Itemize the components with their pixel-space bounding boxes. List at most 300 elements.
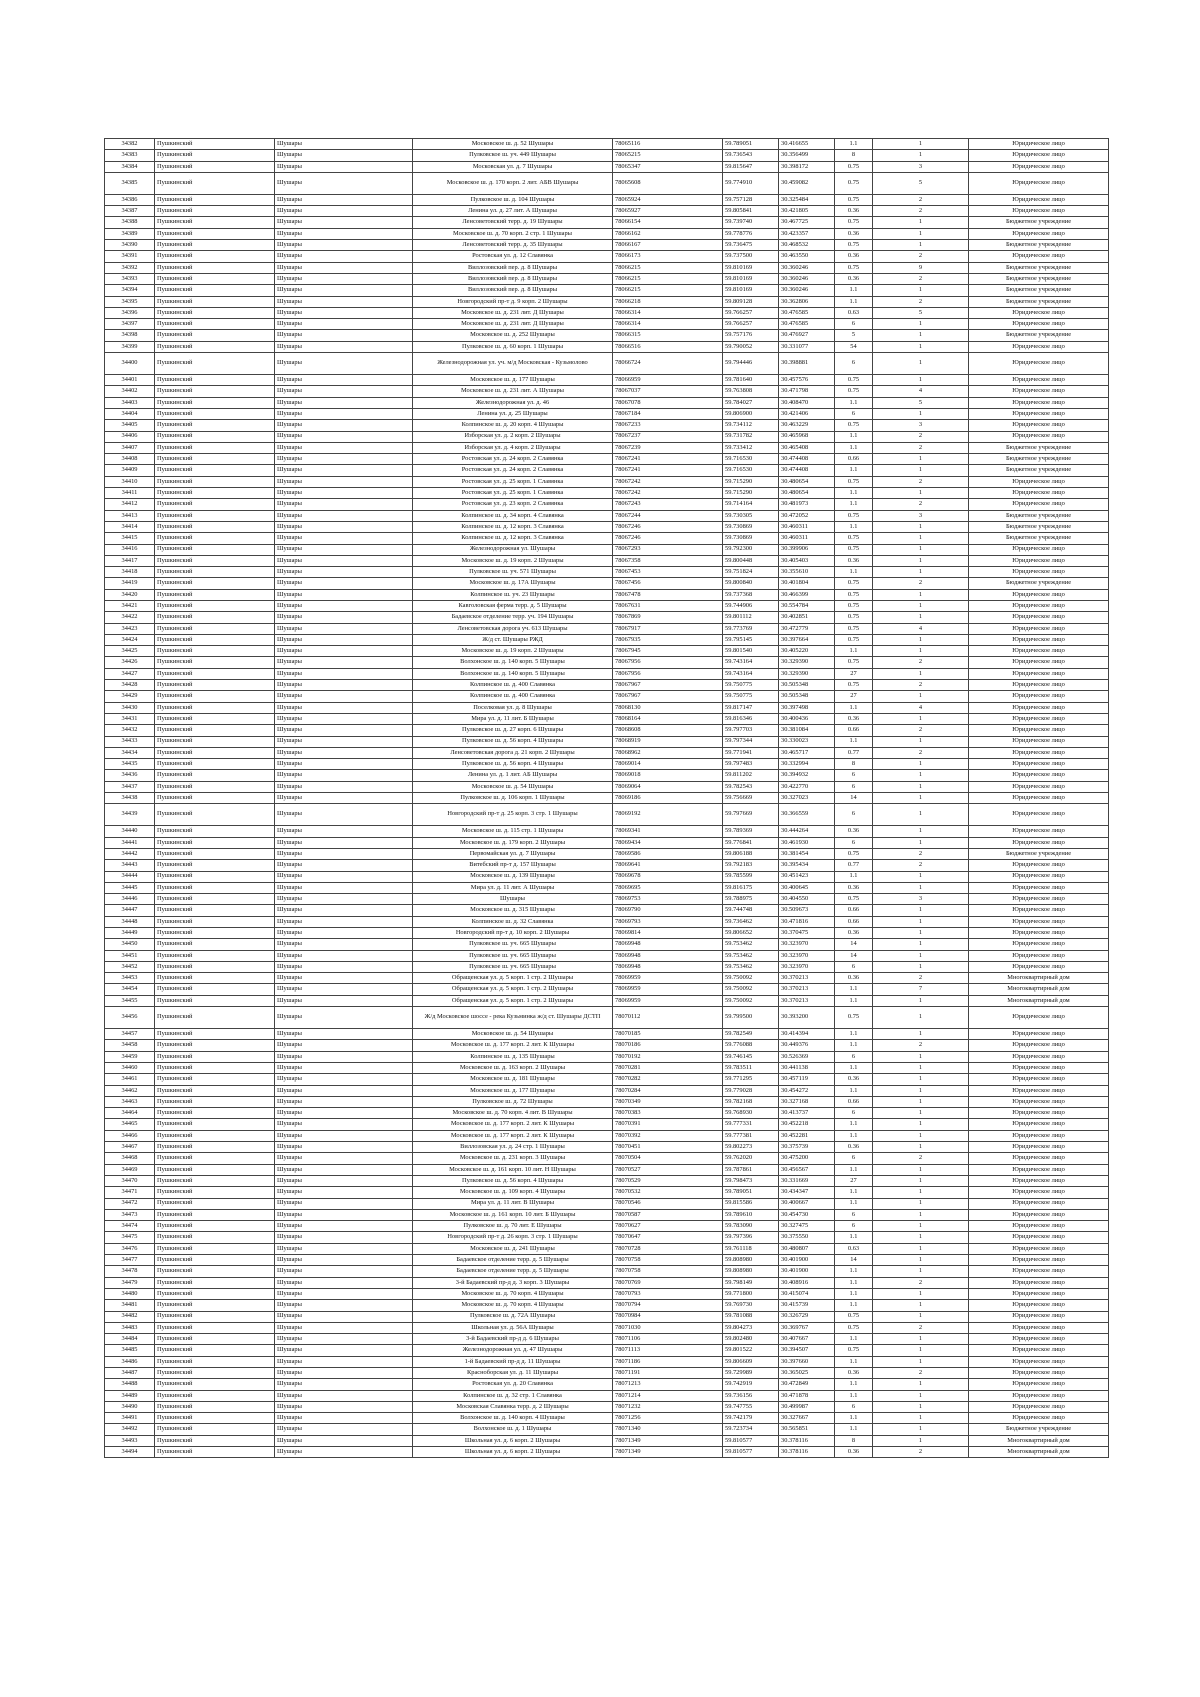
code-cell: 78070647 [613, 1232, 723, 1243]
row-number: 34390 [105, 240, 155, 251]
category-cell: Юридическое лицо [969, 1187, 1109, 1198]
row-number: 34408 [105, 454, 155, 465]
address-cell: 3-й Бадаевский пр-д д. 3 корп. 3 Шушары [413, 1277, 613, 1288]
district-cell: Пушкинский [155, 465, 275, 476]
row-number: 34421 [105, 600, 155, 611]
longitude-cell: 30.463229 [779, 420, 835, 431]
district-cell: Пушкинский [155, 194, 275, 205]
settlement-cell: Шушары [275, 612, 413, 623]
table-row [105, 1187, 1109, 1198]
row-number: 34412 [105, 499, 155, 510]
category-cell: Юридическое лицо [969, 341, 1109, 352]
settlement-cell: Шушары [275, 691, 413, 702]
table-row [105, 1051, 1109, 1062]
district-cell: Пушкинский [155, 860, 275, 871]
longitude-cell: 30.452281 [779, 1130, 835, 1141]
coefficient-cell: 1.1 [835, 1390, 873, 1401]
code-cell: 78069678 [613, 871, 723, 882]
table-row [105, 533, 1109, 544]
latitude-cell: 59.766257 [723, 307, 779, 318]
row-number: 34391 [105, 251, 155, 262]
longitude-cell: 30.416655 [779, 139, 835, 150]
category-cell: Юридическое лицо [969, 408, 1109, 419]
coefficient-cell: 6 [835, 1209, 873, 1220]
settlement-cell: Шушары [275, 916, 413, 927]
code-cell: 78066215 [613, 285, 723, 296]
code-cell: 78069192 [613, 804, 723, 826]
code-cell: 78068164 [613, 713, 723, 724]
settlement-cell: Шушары [275, 1198, 413, 1209]
row-number: 34384 [105, 161, 155, 172]
longitude-cell: 30.323970 [779, 939, 835, 950]
district-cell: Пушкинский [155, 228, 275, 239]
district-cell: Пушкинский [155, 984, 275, 995]
code-cell: 78070984 [613, 1311, 723, 1322]
table-row [105, 725, 1109, 736]
settlement-cell: Шушары [275, 408, 413, 419]
count-cell: 1 [873, 1051, 969, 1062]
latitude-cell: 59.808980 [723, 1266, 779, 1277]
table-row [105, 499, 1109, 510]
latitude-cell: 59.806188 [723, 848, 779, 859]
coefficient-cell: 1.1 [835, 488, 873, 499]
address-cell: Московское ш. д. 109 корп. 4 Шушары [413, 1187, 613, 1198]
code-cell: 78065927 [613, 206, 723, 217]
settlement-cell: Шушары [275, 804, 413, 826]
latitude-cell: 59.731782 [723, 431, 779, 442]
count-cell: 1 [873, 1221, 969, 1232]
table-row [105, 319, 1109, 330]
address-cell: Мира ул. д. 11 лит. А Шушары [413, 882, 613, 893]
coefficient-cell: 0.75 [835, 386, 873, 397]
table-row [105, 1119, 1109, 1130]
coefficient-cell: 0.36 [835, 973, 873, 984]
table-row [105, 1232, 1109, 1243]
latitude-cell: 59.750775 [723, 680, 779, 691]
address-cell: Московское ш. д. 177 корп. 2 лит. К Шушары [413, 1130, 613, 1141]
coefficient-cell: 0.75 [835, 420, 873, 431]
coefficient-cell: 0.36 [835, 928, 873, 939]
count-cell: 1 [873, 793, 969, 804]
district-cell: Пушкинский [155, 476, 275, 487]
longitude-cell: 30.465717 [779, 747, 835, 758]
settlement-cell: Шушары [275, 646, 413, 657]
longitude-cell: 30.370213 [779, 995, 835, 1006]
longitude-cell: 30.332994 [779, 759, 835, 770]
settlement-cell: Шушары [275, 1266, 413, 1277]
table-row [105, 1153, 1109, 1164]
count-cell: 1 [873, 454, 969, 465]
row-number: 34469 [105, 1164, 155, 1175]
address-cell: Московское ш. д. 315 Шушары [413, 905, 613, 916]
count-cell: 1 [873, 217, 969, 228]
address-cell: Колпинское ш. уч. 23 Шушары [413, 589, 613, 600]
settlement-cell: Шушары [275, 273, 413, 284]
count-cell: 1 [873, 533, 969, 544]
code-cell: 78065608 [613, 172, 723, 194]
count-cell: 2 [873, 680, 969, 691]
row-number: 34456 [105, 1007, 155, 1029]
latitude-cell: 59.801112 [723, 612, 779, 623]
count-cell: 1 [873, 1142, 969, 1153]
latitude-cell: 59.794446 [723, 353, 779, 375]
table-row [105, 882, 1109, 893]
row-number: 34473 [105, 1209, 155, 1220]
table-row [105, 589, 1109, 600]
table-row [105, 1096, 1109, 1107]
table-row [105, 623, 1109, 634]
count-cell: 1 [873, 1390, 969, 1401]
longitude-cell: 30.330023 [779, 736, 835, 747]
address-cell: Волхонское ш. д. 140 корп. 4 Шушары [413, 1413, 613, 1424]
district-cell: Пушкинский [155, 1322, 275, 1333]
district-cell: Пушкинский [155, 1153, 275, 1164]
coefficient-cell: 1.1 [835, 984, 873, 995]
settlement-cell: Шушары [275, 1164, 413, 1175]
address-cell: Изборская ул. д. 2 корп. 2 Шушары [413, 431, 613, 442]
address-cell: Ленсоветовская дорога д. 21 корп. 2 Шушары [413, 747, 613, 758]
table-row [105, 397, 1109, 408]
category-cell: Юридическое лицо [969, 1266, 1109, 1277]
category-cell: Юридическое лицо [969, 1175, 1109, 1186]
longitude-cell: 30.323970 [779, 961, 835, 972]
longitude-cell: 30.326729 [779, 1311, 835, 1322]
count-cell: 1 [873, 781, 969, 792]
district-cell: Пушкинский [155, 600, 275, 611]
address-cell: Московское ш. д. 19 корп. 2 Шушары [413, 555, 613, 566]
code-cell: 78070451 [613, 1142, 723, 1153]
coefficient-cell: 0.36 [835, 206, 873, 217]
row-number: 34392 [105, 262, 155, 273]
district-cell: Пушкинский [155, 353, 275, 375]
code-cell: 78070529 [613, 1175, 723, 1186]
settlement-cell: Шушары [275, 882, 413, 893]
settlement-cell: Шушары [275, 589, 413, 600]
coefficient-cell: 0.75 [835, 612, 873, 623]
count-cell: 1 [873, 1356, 969, 1367]
code-cell: 78067239 [613, 442, 723, 453]
settlement-cell: Шушары [275, 296, 413, 307]
coefficient-cell: 0.66 [835, 905, 873, 916]
table-row [105, 420, 1109, 431]
address-cell: Пулковское ш. уч. 665 Шушары [413, 961, 613, 972]
latitude-cell: 59.806900 [723, 408, 779, 419]
coefficient-cell: 1.1 [835, 736, 873, 747]
code-cell: 78069434 [613, 837, 723, 848]
count-cell: 1 [873, 228, 969, 239]
code-cell: 78067956 [613, 668, 723, 679]
district-cell: Пушкинский [155, 408, 275, 419]
count-cell: 1 [873, 939, 969, 950]
code-cell: 78070391 [613, 1119, 723, 1130]
coefficient-cell: 0.77 [835, 747, 873, 758]
category-cell: Юридическое лицо [969, 668, 1109, 679]
settlement-cell: Шушары [275, 240, 413, 251]
code-cell: 78067233 [613, 420, 723, 431]
row-number: 34389 [105, 228, 155, 239]
coefficient-cell: 1.1 [835, 1266, 873, 1277]
longitude-cell: 30.325484 [779, 194, 835, 205]
settlement-cell: Шушары [275, 1153, 413, 1164]
settlement-cell: Шушары [275, 544, 413, 555]
coefficient-cell: 0.75 [835, 657, 873, 668]
table-row [105, 837, 1109, 848]
code-cell: 78071106 [613, 1334, 723, 1345]
longitude-cell: 30.405220 [779, 646, 835, 657]
latitude-cell: 59.747755 [723, 1401, 779, 1412]
district-cell: Пушкинский [155, 319, 275, 330]
address-cell: Московская ул. д. 7 Шушары [413, 161, 613, 172]
district-cell: Пушкинский [155, 510, 275, 521]
address-cell: Ленсоветовский терр. д. 19 Шушары [413, 217, 613, 228]
row-number: 34460 [105, 1062, 155, 1073]
row-number: 34486 [105, 1356, 155, 1367]
latitude-cell: 59.787861 [723, 1164, 779, 1175]
category-cell: Юридическое лицо [969, 1209, 1109, 1220]
code-cell: 78066167 [613, 240, 723, 251]
longitude-cell: 30.509673 [779, 905, 835, 916]
code-cell: 78067967 [613, 691, 723, 702]
settlement-cell: Шушары [275, 950, 413, 961]
latitude-cell: 59.750092 [723, 995, 779, 1006]
district-cell: Пушкинский [155, 555, 275, 566]
category-cell: Юридическое лицо [969, 871, 1109, 882]
address-cell: Московское ш. д. 70 корп. 4 Шушары [413, 1288, 613, 1299]
table-row [105, 646, 1109, 657]
code-cell: 78070185 [613, 1029, 723, 1040]
coefficient-cell: 6 [835, 781, 873, 792]
latitude-cell: 59.753462 [723, 939, 779, 950]
table-row [105, 961, 1109, 972]
table-row [105, 567, 1109, 578]
table-row [105, 1424, 1109, 1435]
row-number: 34386 [105, 194, 155, 205]
row-number: 34418 [105, 567, 155, 578]
address-cell: Ленина ул. д. 27 лит. А Шушары [413, 206, 613, 217]
longitude-cell: 30.454730 [779, 1209, 835, 1220]
category-cell: Юридическое лицо [969, 1062, 1109, 1073]
longitude-cell: 30.465968 [779, 431, 835, 442]
coefficient-cell: 0.75 [835, 533, 873, 544]
settlement-cell: Шушары [275, 905, 413, 916]
code-cell: 78070627 [613, 1221, 723, 1232]
settlement-cell: Шушары [275, 1379, 413, 1390]
count-cell: 1 [873, 375, 969, 386]
district-cell: Пушкинский [155, 1085, 275, 1096]
district-cell: Пушкинский [155, 330, 275, 341]
longitude-cell: 30.423357 [779, 228, 835, 239]
latitude-cell: 59.790052 [723, 341, 779, 352]
category-cell: Юридическое лицо [969, 1345, 1109, 1356]
district-cell: Пушкинский [155, 928, 275, 939]
table-row [105, 747, 1109, 758]
settlement-cell: Шушары [275, 770, 413, 781]
longitude-cell: 30.360246 [779, 273, 835, 284]
address-cell: Новгородский пр-т д. 10 корп. 2 Шушары [413, 928, 613, 939]
category-cell: Юридическое лицо [969, 397, 1109, 408]
latitude-cell: 59.811202 [723, 770, 779, 781]
latitude-cell: 59.734112 [723, 420, 779, 431]
row-number: 34465 [105, 1119, 155, 1130]
table-row [105, 848, 1109, 859]
table-row [105, 894, 1109, 905]
settlement-cell: Шушары [275, 702, 413, 713]
settlement-cell: Шушары [275, 747, 413, 758]
district-cell: Пушкинский [155, 1356, 275, 1367]
coefficient-cell: 6 [835, 319, 873, 330]
district-cell: Пушкинский [155, 702, 275, 713]
longitude-cell: 30.381084 [779, 725, 835, 736]
settlement-cell: Шушары [275, 1130, 413, 1141]
settlement-cell: Шушары [275, 713, 413, 724]
count-cell: 2 [873, 442, 969, 453]
latitude-cell: 59.716530 [723, 454, 779, 465]
row-number: 34430 [105, 702, 155, 713]
count-cell: 1 [873, 1209, 969, 1220]
table-row [105, 1322, 1109, 1333]
table-row [105, 1108, 1109, 1119]
coefficient-cell: 0.36 [835, 273, 873, 284]
district-cell: Пушкинский [155, 161, 275, 172]
district-cell: Пушкинский [155, 882, 275, 893]
row-number: 34388 [105, 217, 155, 228]
longitude-cell: 30.505348 [779, 680, 835, 691]
district-cell: Пушкинский [155, 1108, 275, 1119]
settlement-cell: Шушары [275, 533, 413, 544]
longitude-cell: 30.381454 [779, 848, 835, 859]
latitude-cell: 59.737368 [723, 589, 779, 600]
coefficient-cell: 0.75 [835, 510, 873, 521]
settlement-cell: Шушары [275, 984, 413, 995]
code-cell: 78069064 [613, 781, 723, 792]
longitude-cell: 30.499987 [779, 1401, 835, 1412]
address-cell: Московское ш. д. 231 лит. Д Шушары [413, 307, 613, 318]
latitude-cell: 59.769730 [723, 1300, 779, 1311]
address-cell: Московское ш. д. 161 корп. 10 лит. Б Шушары [413, 1209, 613, 1220]
row-number: 34411 [105, 488, 155, 499]
coefficient-cell: 0.75 [835, 894, 873, 905]
coefficient-cell: 6 [835, 353, 873, 375]
row-number: 34477 [105, 1255, 155, 1266]
coefficient-cell: 0.36 [835, 228, 873, 239]
row-number: 34452 [105, 961, 155, 972]
address-cell: Пулковское ш. д. 56 корп. 4 Шушары [413, 1175, 613, 1186]
count-cell: 2 [873, 1447, 969, 1458]
coefficient-cell: 1.1 [835, 1288, 873, 1299]
code-cell: 78067358 [613, 555, 723, 566]
district-cell: Пушкинский [155, 1029, 275, 1040]
table-row [105, 770, 1109, 781]
settlement-cell: Шушары [275, 736, 413, 747]
count-cell: 2 [873, 578, 969, 589]
district-cell: Пушкинский [155, 668, 275, 679]
table-body [105, 139, 1109, 1458]
latitude-cell: 59.810169 [723, 273, 779, 284]
category-cell: Юридическое лицо [969, 804, 1109, 826]
count-cell: 1 [873, 1413, 969, 1424]
address-cell: Колпинское ш. д. 12 корп. 3 Славянка [413, 533, 613, 544]
district-cell: Пушкинский [155, 420, 275, 431]
latitude-cell: 59.783090 [723, 1221, 779, 1232]
category-cell: Юридическое лицо [969, 1085, 1109, 1096]
table-row [105, 1198, 1109, 1209]
category-cell: Юридическое лицо [969, 375, 1109, 386]
row-number: 34382 [105, 139, 155, 150]
coefficient-cell: 6 [835, 1153, 873, 1164]
row-number: 34440 [105, 826, 155, 837]
latitude-cell: 59.797344 [723, 736, 779, 747]
count-cell: 1 [873, 995, 969, 1006]
count-cell: 1 [873, 600, 969, 611]
longitude-cell: 30.452218 [779, 1119, 835, 1130]
settlement-cell: Шушары [275, 1243, 413, 1254]
longitude-cell: 30.481973 [779, 499, 835, 510]
code-cell: 78067453 [613, 567, 723, 578]
coefficient-cell: 1.1 [835, 567, 873, 578]
settlement-cell: Шушары [275, 228, 413, 239]
settlement-cell: Шушары [275, 578, 413, 589]
settlement-cell: Шушары [275, 1300, 413, 1311]
longitude-cell: 30.360246 [779, 285, 835, 296]
district-cell: Пушкинский [155, 939, 275, 950]
settlement-cell: Шушары [275, 1232, 413, 1243]
row-number: 34387 [105, 206, 155, 217]
category-cell: Юридическое лицо [969, 646, 1109, 657]
latitude-cell: 59.771800 [723, 1288, 779, 1299]
code-cell: 78071186 [613, 1356, 723, 1367]
count-cell: 1 [873, 1232, 969, 1243]
latitude-cell: 59.723734 [723, 1424, 779, 1435]
coefficient-cell: 1.1 [835, 1232, 873, 1243]
category-cell: Юридическое лицо [969, 228, 1109, 239]
coefficient-cell: 1.1 [835, 1119, 873, 1130]
longitude-cell: 30.327023 [779, 793, 835, 804]
category-cell: Юридическое лицо [969, 431, 1109, 442]
row-number: 34492 [105, 1424, 155, 1435]
count-cell: 1 [873, 1187, 969, 1198]
code-cell: 78070758 [613, 1255, 723, 1266]
longitude-cell: 30.434347 [779, 1187, 835, 1198]
coefficient-cell: 1.1 [835, 1187, 873, 1198]
count-cell: 1 [873, 668, 969, 679]
category-cell: Юридическое лицо [969, 1164, 1109, 1175]
category-cell: Юридическое лицо [969, 736, 1109, 747]
count-cell: 1 [873, 1198, 969, 1209]
settlement-cell: Шушары [275, 510, 413, 521]
count-cell: 1 [873, 1108, 969, 1119]
address-cell: Бадаевское отделение терр. д. 5 Шушары [413, 1266, 613, 1277]
category-cell: Юридическое лицо [969, 150, 1109, 161]
district-cell: Пушкинский [155, 646, 275, 657]
row-number: 34489 [105, 1390, 155, 1401]
longitude-cell: 30.399906 [779, 544, 835, 555]
district-cell: Пушкинский [155, 680, 275, 691]
table-row [105, 454, 1109, 465]
longitude-cell: 30.476585 [779, 319, 835, 330]
row-number: 34400 [105, 353, 155, 375]
coefficient-cell: 1.1 [835, 1379, 873, 1390]
address-cell: Витебский пр-т д. 157 Шушары [413, 860, 613, 871]
address-cell: Московское ш. д. 70 корп. 4 Шушары [413, 1300, 613, 1311]
code-cell: 78067945 [613, 646, 723, 657]
table-row [105, 950, 1109, 961]
address-cell: Шушары [413, 894, 613, 905]
latitude-cell: 59.795145 [723, 634, 779, 645]
category-cell: Юридическое лицо [969, 1401, 1109, 1412]
coefficient-cell: 1.1 [835, 871, 873, 882]
address-cell: Московское ш. д. 115 стр. 1 Шушары [413, 826, 613, 837]
category-cell: Юридическое лицо [969, 206, 1109, 217]
